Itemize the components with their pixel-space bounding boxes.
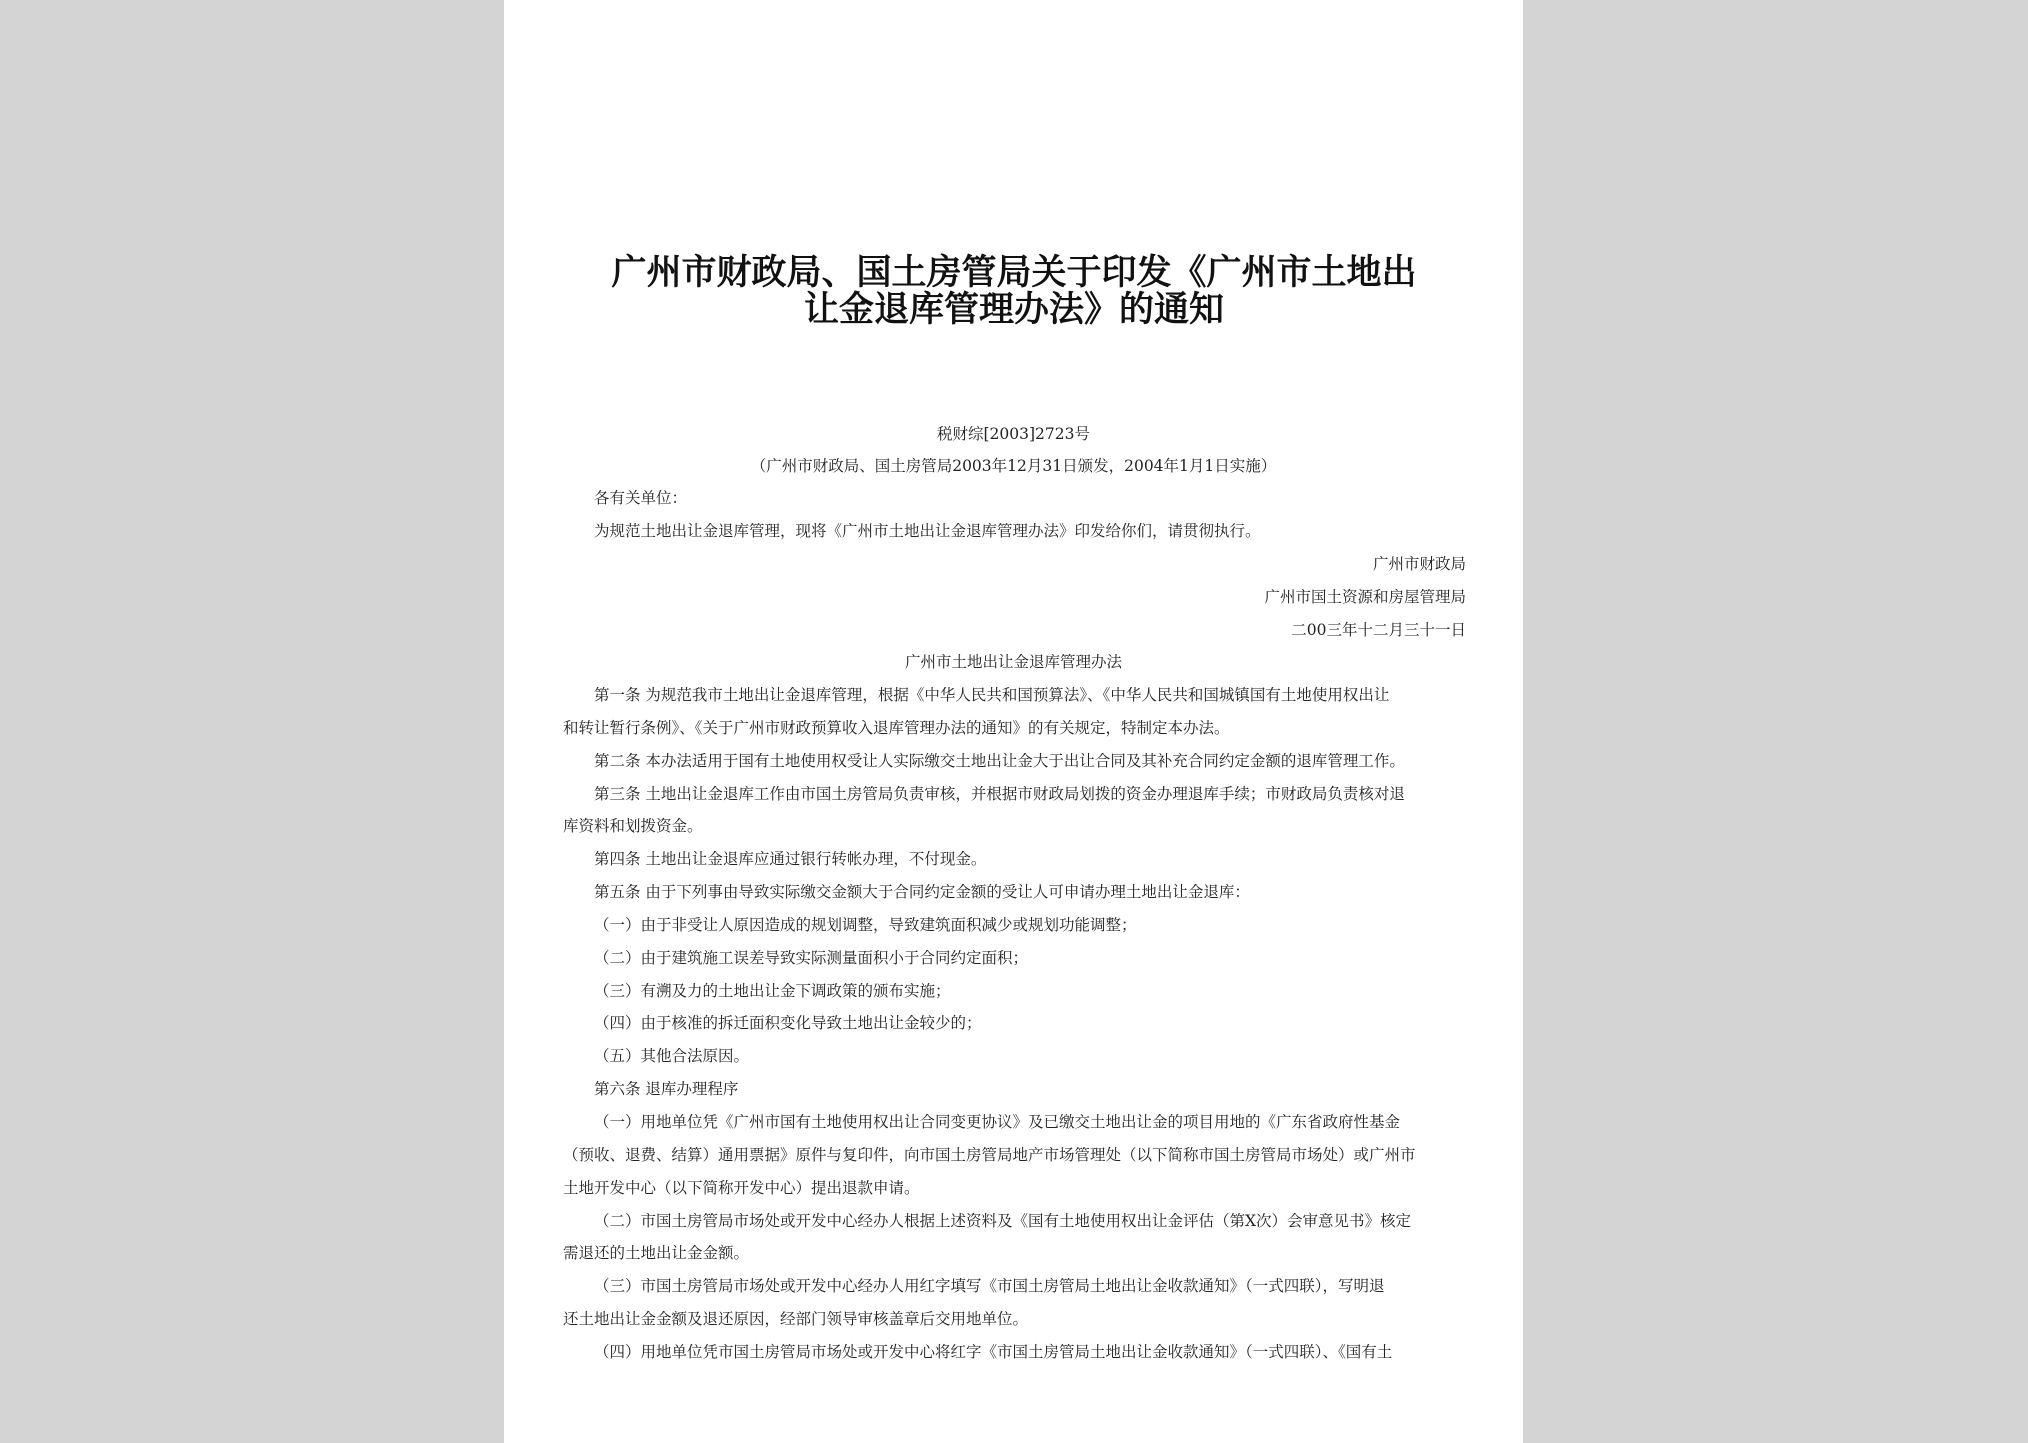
body-line: （三）有溯及力的土地出让金下调政策的颁布实施；	[594, 982, 951, 1000]
body-line: （一）用地单位凭《广州市国有土地使用权出让合同变更协议》及已缴交土地出让金的项目用地的《广东省政府性基金	[594, 1113, 1401, 1131]
body-line: 第四条 土地出让金退库应通过银行转帐办理，不付现金。	[594, 850, 987, 868]
intro-paragraph: 为规范土地出让金退库管理，现将《广州市土地出让金退库管理办法》印发给你们，请贯彻执行。	[594, 522, 1261, 540]
body-line: 需退还的土地出让金金额。	[563, 1244, 750, 1262]
measures-title: 广州市土地出让金退库管理办法	[904, 653, 1122, 671]
issuance-note: （广州市财政局、国土房管局2003年12月31日颁发，2004年1月1日实施）	[750, 457, 1277, 475]
body-line: 库资料和划拨资金。	[563, 817, 703, 835]
body-line: 第一条 为规范我市土地出让金退库管理，根据《中华人民共和国预算法》、《中华人民共和国城镇国有土地使用权出让	[594, 686, 1390, 704]
body-line: 第五条 由于下列事由导致实际缴交金额大于合同约定金额的受让人可申请办理土地出让金退库：	[594, 883, 1250, 901]
body-line: （五）其他合法原因。	[594, 1047, 750, 1065]
body-line: 第六条 退库办理程序	[594, 1080, 739, 1098]
document-title	[564, 255, 1464, 329]
addressee: 各有关单位：	[594, 489, 688, 507]
body-line: （预收、退费、结算）通用票据》原件与复印件，向市国土房管局地产市场管理处（以下简称市国土房管局市场处）或广州市	[563, 1146, 1416, 1164]
document-date: 二00三年十二月三十一日	[1291, 621, 1466, 639]
body-line: 土地开发中心（以下简称开发中心）提出退款申请。	[563, 1179, 920, 1197]
body-line: 第二条 本办法适用于国有土地使用权受让人实际缴交土地出让金大于出让合同及其补充合同约定金额的退库管理工作。	[594, 752, 1405, 770]
title-line-2: 让金退库管理办法》的通知	[803, 290, 1224, 330]
body-line: （四）由于核准的拆迁面积变化导致土地出让金较少的；	[594, 1014, 982, 1032]
signatory-finance-bureau: 广州市财政局	[1372, 555, 1466, 573]
body-line: （三）市国土房管局市场处或开发中心经办人用红字填写《市国土房管局土地出让金收款通知》（一式四联），写明退	[594, 1277, 1385, 1295]
body-line: （一）由于非受让人原因造成的规划调整，导致建筑面积减少或规划功能调整；	[594, 916, 1137, 934]
document-page	[504, 0, 1523, 1443]
body-line: （二）由于建筑施工误差导致实际测量面积小于合同约定面积；	[594, 949, 1029, 967]
signatory-land-bureau: 广州市国土资源和房屋管理局	[1264, 588, 1466, 606]
document-number: 税财综[2003]2723号	[937, 425, 1090, 443]
body-line: 还土地出让金金额及退还原因，经部门领导审核盖章后交用地单位。	[563, 1310, 1029, 1328]
body-line: （四）用地单位凭市国土房管局市场处或开发中心将红字《市国土房管局土地出让金收款通知》（一式四联）、《国有土	[594, 1343, 1393, 1361]
body-line: （二）市国土房管局市场处或开发中心经办人根据上述资料及《国有土地使用权出让金评估（第X次）会审意见书》核定	[594, 1212, 1412, 1230]
body-line: 和转让暂行条例》、《关于广州市财政预算收入退库管理办法的通知》的有关规定，特制定本办法。	[563, 719, 1230, 737]
title-line-1: 广州市财政局、国土房管局关于印发《广州市土地出	[611, 253, 1417, 293]
body-line: 第三条 土地出让金退库工作由市国土房管局负责审核，并根据市财政局划拨的资金办理退库手续；市财政局负责核对退	[594, 785, 1405, 803]
